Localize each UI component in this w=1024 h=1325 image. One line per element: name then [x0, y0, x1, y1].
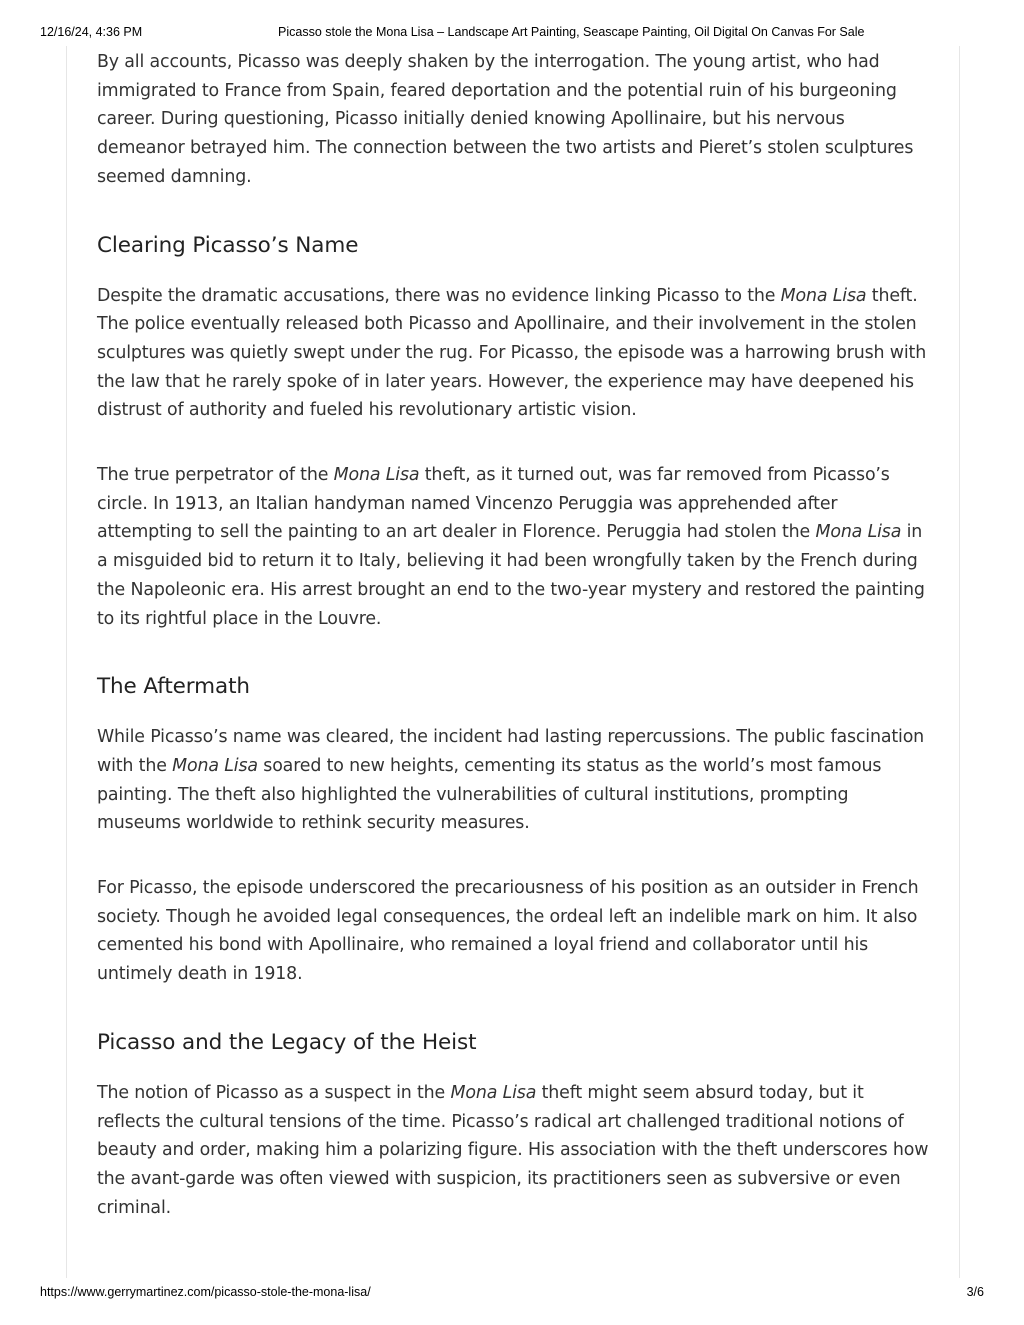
paragraph-outsider: For Picasso, the episode underscored the precariousness of his position as an outsider in French society. Though he avoided legal consequences, the ordeal left an indelible mark on him. It also cemented his bond with Apollinaire, who remained a loyal friend and collaborator until his untimely death in 1918. [97, 878, 919, 985]
print-footer [40, 1285, 984, 1301]
paragraph-suspect-notion: The notion of Picasso as a suspect in the Mona Lisa theft might seem absurd today, but it reflects the cultural tensions of the time. Picasso’s radical art challenged traditional notions of beauty and order, making him a polarizing figure. His association with the theft underscores how the avant-garde was often viewed with suspicion, its practitioners seen as subversive or even criminal. [97, 1082, 929, 1218]
document-title: Picasso stole the Mona Lisa – Landscape Art Painting, Seascape Painting, Oil Digital On Canvas For Sale [278, 25, 865, 39]
paragraph-repercussions: While Picasso’s name was cleared, the incident had lasting repercussions. The public fascination with the Mona Lisa soared to new heights, cementing its status as the world’s most famous painting. The theft also highlighted the vulnerabilities of cultural institutions, prompting museums worldwide to rethink security measures. [97, 727, 925, 834]
print-date: 12/16/24, 4:36 PM [40, 25, 143, 39]
italic-mona-lisa: Mona Lisa [780, 285, 867, 306]
article-body [97, 48, 932, 1222]
paragraph-interrogation: By all accounts, Picasso was deeply shaken by the interrogation. The young artist, who had immigrated to France from Spain, feared deportation and the potential ruin of his burgeoning career. During questioning, Picasso initially denied knowing Apollinaire, but his nervous demeanor betrayed him. The connection between the two artists and Pieret’s stolen sculptures seemed damning. [97, 52, 914, 187]
italic-mona-lisa: Mona Lisa [815, 522, 902, 543]
paragraph-true-perpetrator: The true perpetrator of the Mona Lisa theft, as it turned out, was far removed from Picasso’s circle. In 1913, an Italian handyman named Vincenzo Peruggia was apprehended after attempting to sell the painting to an art dealer in Florence. Peruggia had stolen the Mona Lisa in a misguided bid to return it to Italy, believing it had been wrongfully taken by the French during the Napoleonic era. His arrest brought an end to the two-year mystery and restored the painting to its rightful place in the Louvre. [97, 465, 925, 629]
italic-mona-lisa: Mona Lisa [172, 755, 258, 776]
print-header [40, 25, 984, 41]
heading-the-aftermath: The Aftermath [97, 674, 250, 700]
italic-mona-lisa: Mona Lisa [450, 1082, 537, 1103]
page-url: https://www.gerrymartinez.com/picasso-stole-the-mona-lisa/ [40, 1285, 371, 1299]
heading-clearing-picassos-name: Clearing Picasso’s Name [97, 232, 359, 258]
heading-legacy-of-the-heist: Picasso and the Legacy of the Heist [97, 1029, 477, 1055]
page-number: 3/6 [966, 1285, 984, 1299]
italic-mona-lisa: Mona Lisa [333, 465, 420, 486]
paragraph-no-evidence: Despite the dramatic accusations, there was no evidence linking Picasso to the Mona Lisa theft. The police eventually released both Picasso and Apollinaire, and their involvement in the stolen sculptures was quietly swept under the rug. For Picasso, the episode was a harrowing brush with the law that he rarely spoke of in later years. However, the experience may have deepened his distrust of authority and fueled his revolutionary artistic vision. [97, 285, 927, 421]
